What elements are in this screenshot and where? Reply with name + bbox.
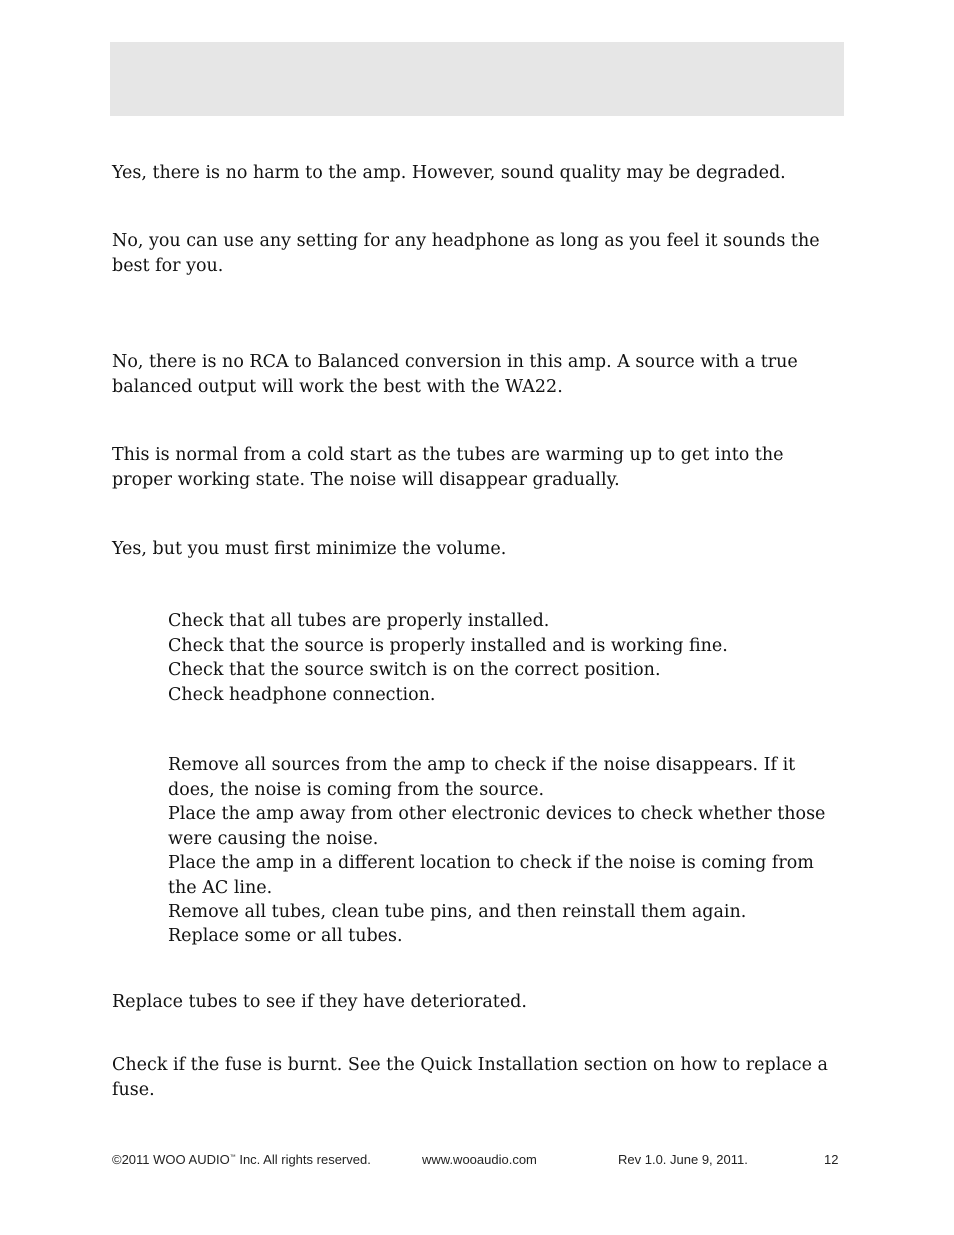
- answer-minimize-volume: Yes, but you must first minimize the volume.: [112, 539, 507, 559]
- noise-check-item: Replace some or all tubes.: [168, 926, 403, 946]
- answer-headphone-setting: No, you can use any setting for any headphone as long as you feel it sounds the best for you.: [112, 231, 820, 276]
- answer-rca-balanced: No, there is no RCA to Balanced conversion in this amp. A source with a true balanced output will work the best with the WA22.: [112, 352, 798, 397]
- no-sound-check-item: Check that all tubes are properly installed.: [168, 611, 550, 631]
- no-sound-check-item: Check that the source is properly installed and is working fine.: [168, 636, 728, 656]
- trademark-symbol: ™: [229, 1154, 236, 1161]
- footer-revision: Rev 1.0. June 9, 2011.: [618, 1152, 748, 1167]
- answer-check-fuse: Check if the fuse is burnt. See the Quick Installation section on how to replace a fuse.: [112, 1055, 828, 1100]
- copyright-text: ©2011 WOO AUDIO: [112, 1152, 230, 1167]
- noise-check-item: Place the amp away from other electronic devices to check whether those were causing the noise.: [168, 804, 826, 849]
- rights-text: Inc. All rights reserved.: [235, 1152, 371, 1167]
- footer-copyright: [112, 1152, 371, 1167]
- page-number: 12: [824, 1152, 839, 1167]
- answer-harm: Yes, there is no harm to the amp. However, sound quality may be degraded.: [112, 163, 786, 183]
- answer-replace-tubes: Replace tubes to see if they have deteriorated.: [112, 992, 527, 1012]
- header-bar: [110, 42, 844, 116]
- noise-check-item: Remove all tubes, clean tube pins, and then reinstall them again.: [168, 902, 747, 922]
- no-sound-check-item: Check headphone connection.: [168, 685, 436, 705]
- noise-check-item: Place the amp in a different location to check if the noise is coming from the AC line.: [168, 853, 814, 898]
- answer-cold-start-noise: This is normal from a cold start as the tubes are warming up to get into the proper working state. The noise will disappear gradually.: [112, 445, 784, 490]
- no-sound-check-item: Check that the source switch is on the correct position.: [168, 660, 661, 680]
- footer-website[interactable]: www.wooaudio.com: [422, 1152, 537, 1167]
- noise-check-item: Remove all sources from the amp to check if the noise disappears. If it does, the noise is coming from the source.: [168, 755, 796, 800]
